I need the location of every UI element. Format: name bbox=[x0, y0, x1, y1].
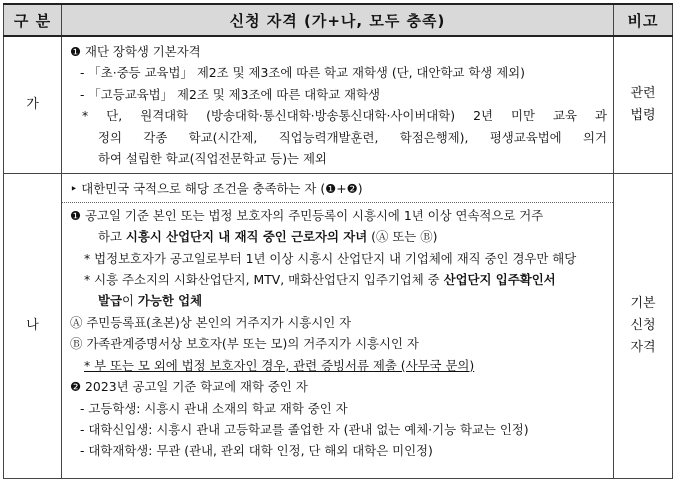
na-note3-underlined: * 부 또는 모 외에 법정 보호자인 경우, 관련 증빙서류 제출 (사무국 문의) bbox=[84, 357, 475, 373]
remarks-ga-line-1: 관련 bbox=[630, 86, 656, 102]
na-condition-2-item-3: - 대학재학생: 무관 (관내, 관외 대학 인정, 단 해외 대학은 미인정) bbox=[80, 443, 433, 459]
na-note2b-mid: 이 bbox=[121, 293, 138, 309]
na-condition-2-item-1: - 고등학생: 시흥시 관내 소재의 학교 재학 중인 자 bbox=[80, 400, 348, 416]
na-note2-bold: 산업단지 입주확인서 bbox=[443, 272, 556, 288]
eligibility-table bbox=[3, 3, 673, 479]
category-na: 나 bbox=[4, 174, 62, 479]
na-condition-2-heading: ❷ 2023년 공고일 기준 학교에 재학 중인 자 bbox=[70, 379, 308, 395]
remarks-na-line-1: 기본 bbox=[630, 296, 656, 312]
na-condition-1-line-2 bbox=[70, 226, 607, 247]
category-ga: 가 bbox=[4, 36, 62, 174]
remarks-na bbox=[614, 174, 673, 479]
ga-item-1: - 「초·중등 교육법」 제2조 및 제3조에 따른 학교 재학생 (단, 대안학교 학생 제외) bbox=[80, 65, 525, 81]
na-condition-2-item-2: - 대학신입생: 시흥시 관내 고등학교를 졸업한 자 (관내 없는 예체·기능 학교는 인정) bbox=[80, 421, 529, 437]
na-condition-1-note-1: * 법정보호자가 공고일로부터 1년 이상 시흥시 산업단지 내 기업체에 재직 중인 경우만 해당 bbox=[84, 250, 577, 266]
table-header-row bbox=[4, 4, 673, 36]
na-condition-1-note-2 bbox=[70, 269, 607, 290]
ga-note-line-3: 하여 설립한 학교(직업전문학교 등)는 제외 bbox=[98, 151, 327, 167]
ga-note-line-1: * 단, 원격대학 (방송대학·통신대학·방송통신대학·사이버대학) 2년 미만 교육 과 bbox=[82, 108, 607, 124]
na-condition-1-note-3 bbox=[70, 355, 607, 376]
na-note2b-bold1: 발급 bbox=[98, 293, 122, 309]
header-category: 구 분 bbox=[4, 4, 62, 36]
header-qualification: 신청 자격 (가+나, 모두 충족) bbox=[62, 4, 614, 36]
na-c1-bold: 시흥시 산업단지 내 재직 중인 근로자의 자녀 bbox=[125, 229, 368, 245]
na-condition-1-note-2b bbox=[70, 290, 607, 311]
ga-heading: ❶ 재단 장학생 기본자격 bbox=[70, 44, 201, 59]
na-note2b-bold2: 가능한 업체 bbox=[137, 293, 203, 309]
na-intro: ‣ 대한민국 국적으로 해당 조건을 충족하는 자 (❶+❷) bbox=[62, 178, 613, 202]
na-c1-post: (Ⓐ 또는 Ⓑ) bbox=[367, 229, 438, 245]
remarks-na-line-2: 신청 bbox=[630, 318, 656, 334]
remarks-na-line-3: 자격 bbox=[630, 340, 656, 356]
na-option-b: Ⓑ 가족관계증명서상 보호자(부 또는 모)의 거주지가 시흥시인 자 bbox=[70, 336, 419, 352]
na-option-a: Ⓐ 주민등록표(초본)상 본인의 거주지가 시흥시인 자 bbox=[70, 314, 352, 330]
qualification-na bbox=[62, 174, 614, 479]
ga-note-line-2: 정의 각종 학교(시간제, 직업능력개발훈련, 학점은행제), 평생교육법에 의거 bbox=[98, 129, 607, 145]
table-row-ga bbox=[4, 36, 673, 174]
qualification-ga bbox=[62, 36, 614, 174]
table-row-na bbox=[4, 174, 673, 479]
na-c1-pre: 하고 bbox=[98, 229, 126, 245]
remarks-ga bbox=[614, 36, 673, 174]
ga-item-2: - 「고등교육법」 제2조 및 제3조에 따른 대학교 재학생 bbox=[80, 86, 381, 102]
na-condition-1-line-1: ❶ 공고일 기준 본인 또는 법정 보호자의 주민등록이 시흥시에 1년 이상 연속적으로 거주 bbox=[70, 207, 544, 223]
remarks-ga-line-2: 법령 bbox=[630, 108, 656, 124]
header-remarks: 비고 bbox=[614, 4, 673, 36]
na-note2-pre: * 시흥 주소지의 시화산업단지, MTV, 매화산업단지 입주기업체 중 bbox=[84, 272, 444, 288]
